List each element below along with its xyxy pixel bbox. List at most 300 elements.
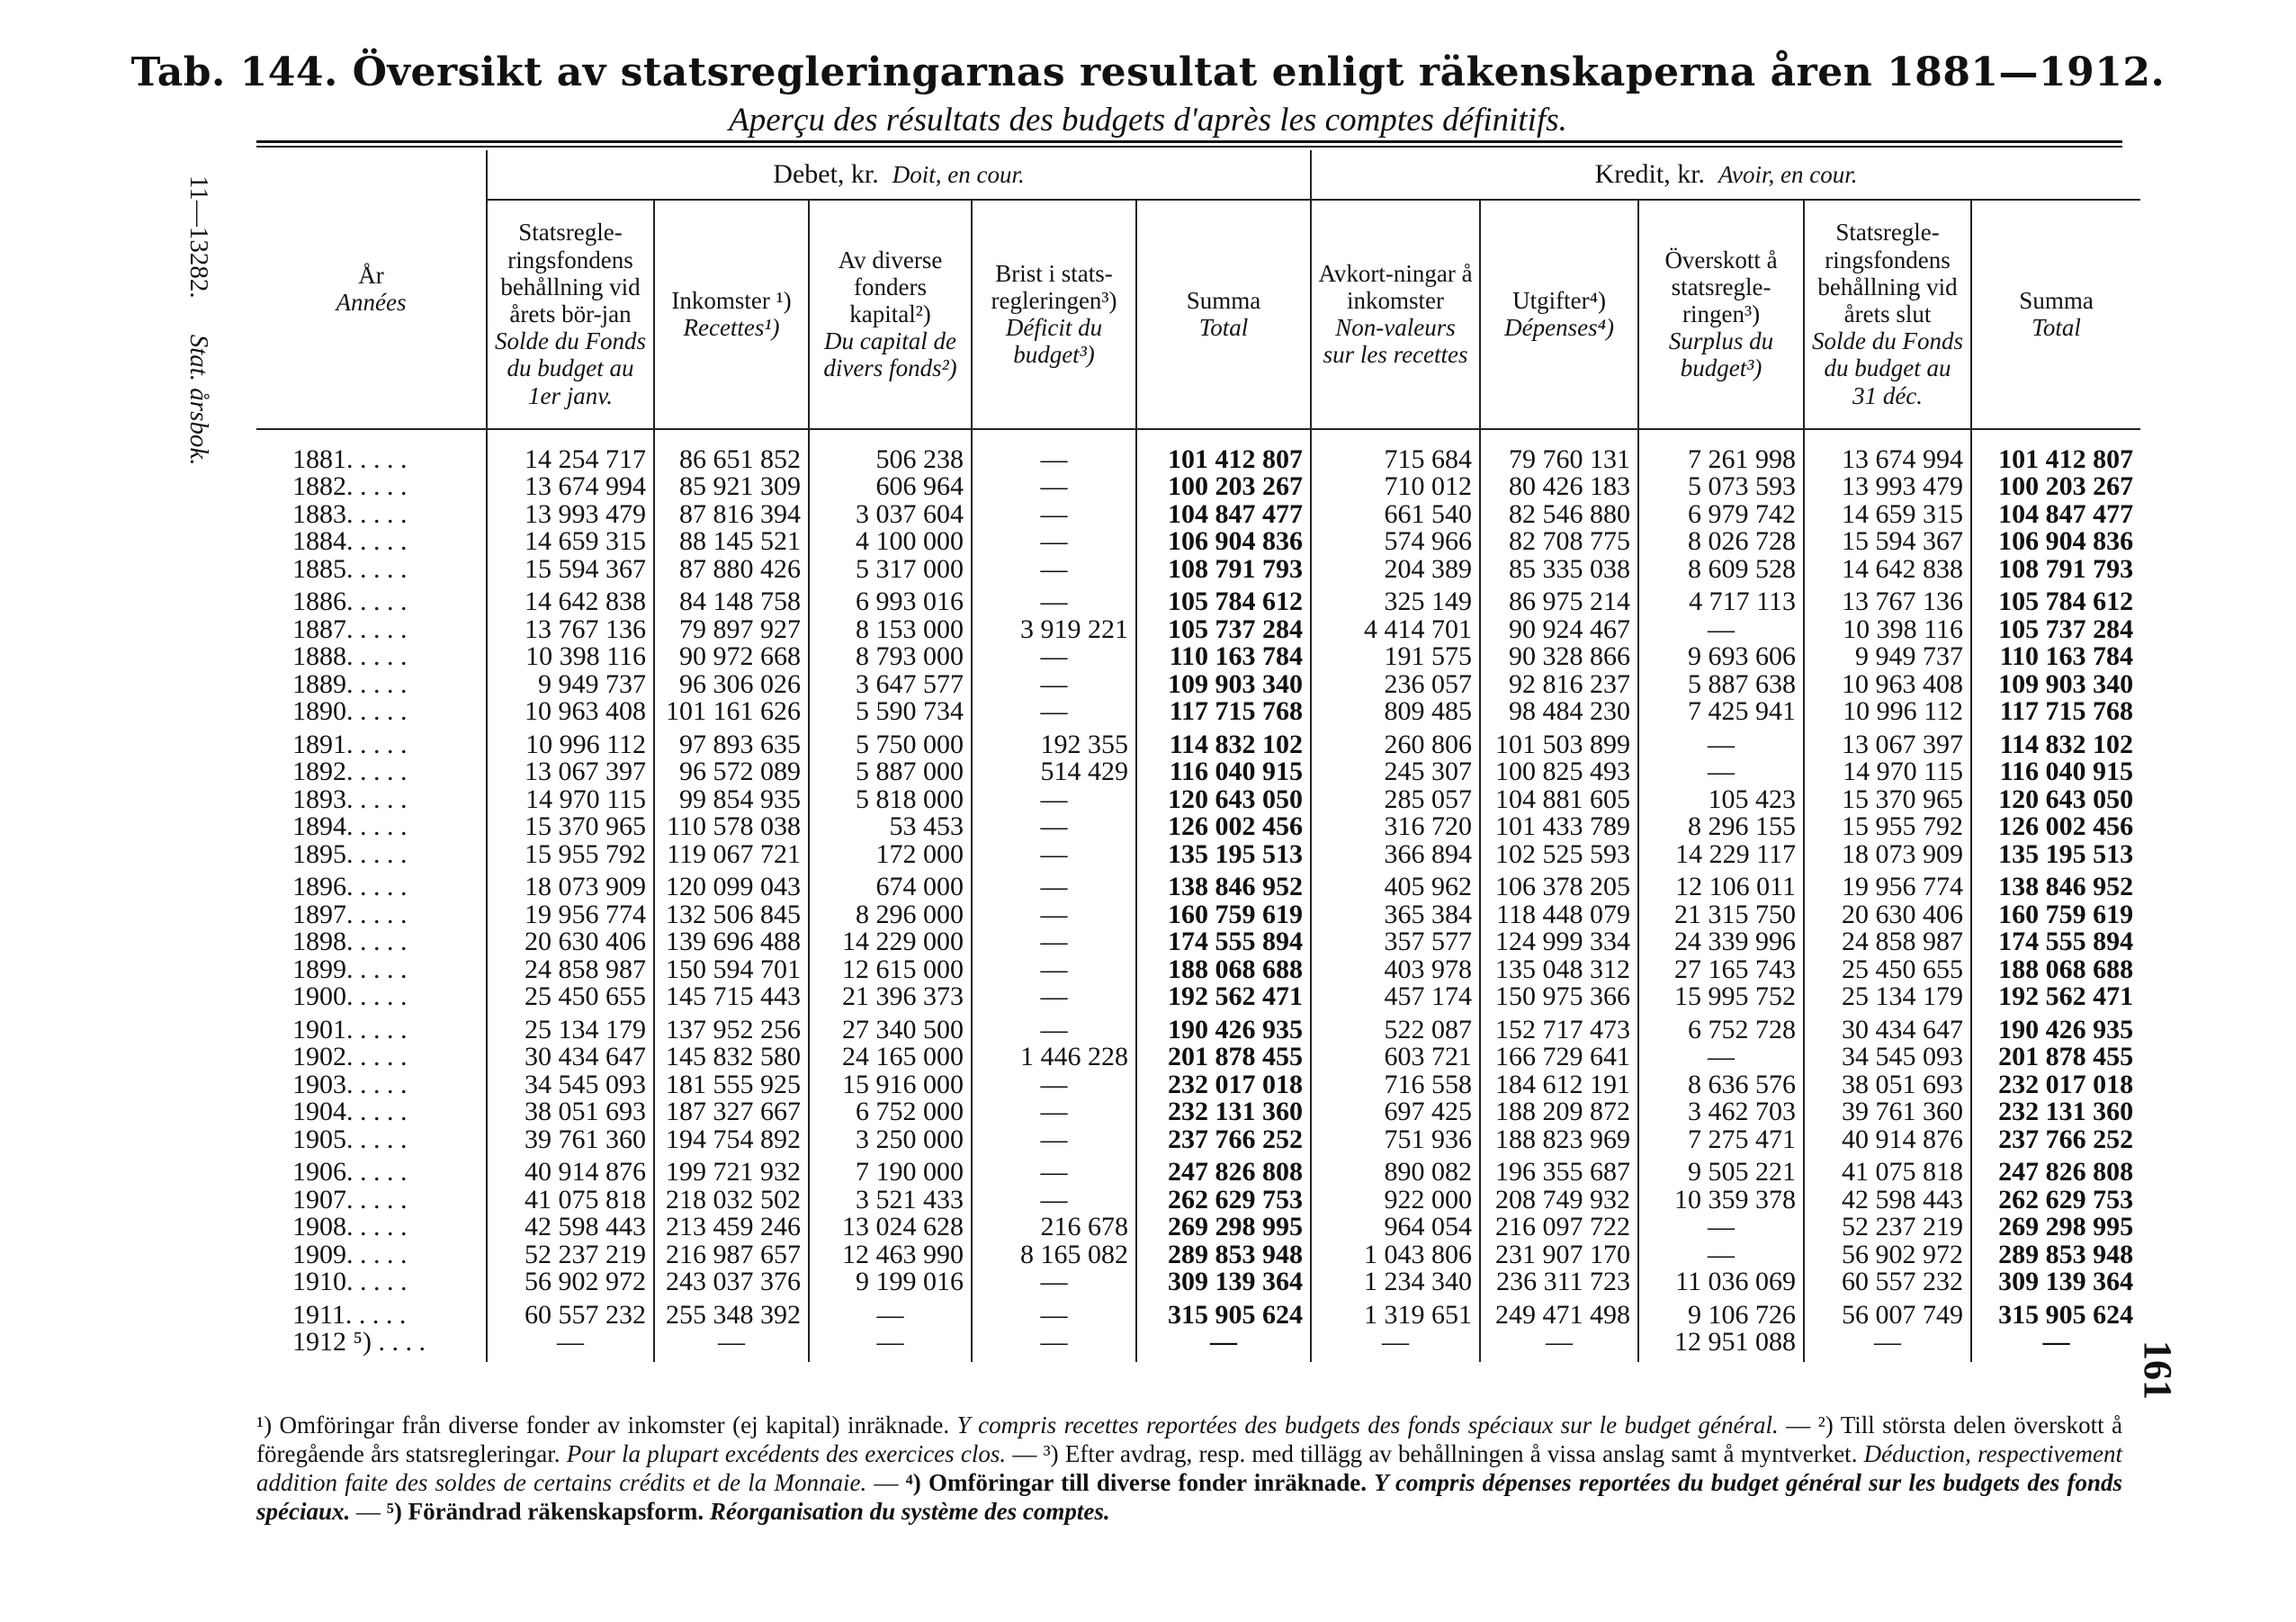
cell-deficit: 8 165 082 bbox=[972, 1241, 1136, 1269]
cell-surplus: 105 423 bbox=[1638, 786, 1804, 814]
cell-deficit: — bbox=[972, 1329, 1136, 1362]
header-debet-label-fr: Doit, en cour. bbox=[892, 161, 1025, 188]
header-debet bbox=[487, 150, 1311, 200]
cell-kredit-total: 100 203 267 bbox=[1971, 473, 2140, 501]
cell-revenues: 199 721 932 bbox=[654, 1153, 809, 1187]
header-surplus-label-fr: Surplus du budget³) bbox=[1668, 327, 1774, 382]
cell-debet-total: 116 040 915 bbox=[1136, 758, 1311, 786]
cell-nonvalues: 260 806 bbox=[1311, 726, 1480, 759]
cell-nonvalues: 236 057 bbox=[1311, 671, 1480, 699]
table-row bbox=[256, 429, 2140, 474]
cell-expenses: 150 975 366 bbox=[1480, 983, 1638, 1011]
cell-surplus: — bbox=[1638, 726, 1804, 759]
table-row bbox=[256, 1241, 2140, 1269]
cell-kredit-total: 106 904 836 bbox=[1971, 528, 2140, 556]
header-kredit-total bbox=[1971, 200, 2140, 429]
cell-revenues: 137 952 256 bbox=[654, 1011, 809, 1044]
cell-deficit: — bbox=[972, 868, 1136, 901]
table-row bbox=[256, 928, 2140, 956]
cell-fund-start: 15 594 367 bbox=[487, 556, 654, 584]
cell-surplus: — bbox=[1638, 616, 1804, 644]
cell-deficit: — bbox=[972, 556, 1136, 584]
cell-nonvalues: 715 684 bbox=[1311, 429, 1480, 474]
cell-debet-total: 120 643 050 bbox=[1136, 786, 1311, 814]
cell-deficit: — bbox=[972, 983, 1136, 1011]
table-row bbox=[256, 1214, 2140, 1241]
cell-expenses: 79 760 131 bbox=[1480, 429, 1638, 474]
header-fund-end bbox=[1804, 200, 1971, 429]
cell-kredit-total: 120 643 050 bbox=[1971, 786, 2140, 814]
cell-revenues: 243 037 376 bbox=[654, 1268, 809, 1296]
cell-fund-end: 13 067 397 bbox=[1804, 726, 1971, 759]
cell-deficit: — bbox=[972, 1296, 1136, 1330]
cell-capital: 12 615 000 bbox=[809, 956, 972, 984]
cell-capital: 506 238 bbox=[809, 429, 972, 474]
cell-expenses: 80 426 183 bbox=[1480, 473, 1638, 501]
cell-fund-start: 38 051 693 bbox=[487, 1098, 654, 1126]
cell-surplus: 5 073 593 bbox=[1638, 473, 1804, 501]
header-expenses-label: Utgifter⁴) bbox=[1512, 286, 1606, 314]
cell-fund-start: 15 955 792 bbox=[487, 841, 654, 869]
cell-surplus: 10 359 378 bbox=[1638, 1187, 1804, 1214]
cell-kredit-total: 269 298 995 bbox=[1971, 1214, 2140, 1241]
cell-surplus: 21 315 750 bbox=[1638, 901, 1804, 929]
cell-expenses: 249 471 498 bbox=[1480, 1296, 1638, 1330]
cell-expenses: 85 335 038 bbox=[1480, 556, 1638, 584]
cell-fund-start: 14 970 115 bbox=[487, 786, 654, 814]
cell-deficit: — bbox=[972, 786, 1136, 814]
cell-surplus: — bbox=[1638, 1214, 1804, 1241]
table-row bbox=[256, 841, 2140, 869]
cell-expenses: 196 355 687 bbox=[1480, 1153, 1638, 1187]
table-row bbox=[256, 758, 2140, 786]
cell-deficit: — bbox=[972, 1071, 1136, 1099]
cell-expenses: — bbox=[1480, 1329, 1638, 1362]
cell-nonvalues: 365 384 bbox=[1311, 901, 1480, 929]
cell-deficit: 216 678 bbox=[972, 1214, 1136, 1241]
cell-nonvalues: 922 000 bbox=[1311, 1187, 1480, 1214]
table-row bbox=[256, 528, 2140, 556]
cell-year: 1883. . . . . bbox=[292, 498, 408, 529]
cell-fund-start: 40 914 876 bbox=[487, 1153, 654, 1187]
cell-revenues: 86 651 852 bbox=[654, 429, 809, 474]
footnote-5: ⁵) Förändrad räkenskapsform. bbox=[386, 1498, 704, 1525]
cell-expenses: 231 907 170 bbox=[1480, 1241, 1638, 1269]
cell-debet-total: 135 195 513 bbox=[1136, 841, 1311, 869]
header-fund-start bbox=[487, 200, 654, 429]
cell-nonvalues: 697 425 bbox=[1311, 1098, 1480, 1126]
cell-debet-total: 289 853 948 bbox=[1136, 1241, 1311, 1269]
header-kredit bbox=[1311, 150, 2140, 200]
table-row bbox=[256, 616, 2140, 644]
table-row bbox=[256, 501, 2140, 529]
cell-kredit-total: 116 040 915 bbox=[1971, 758, 2140, 786]
cell-kredit-total: 192 562 471 bbox=[1971, 983, 2140, 1011]
cell-fund-start: 41 075 818 bbox=[487, 1187, 654, 1214]
header-nonvalues bbox=[1311, 200, 1480, 429]
header-surplus bbox=[1638, 200, 1804, 429]
cell-fund-start: 56 902 972 bbox=[487, 1268, 654, 1296]
cell-revenues: 187 327 667 bbox=[654, 1098, 809, 1126]
cell-fund-end: 15 370 965 bbox=[1804, 786, 1971, 814]
cell-capital: 5 590 734 bbox=[809, 698, 972, 726]
cell-kredit-total: 315 905 624 bbox=[1971, 1296, 2140, 1330]
cell-expenses: 102 525 593 bbox=[1480, 841, 1638, 869]
footnotes bbox=[256, 1411, 2122, 1526]
header-kredit-total-label-fr: Total bbox=[2031, 314, 2081, 342]
cell-expenses: 118 448 079 bbox=[1480, 901, 1638, 929]
cell-expenses: 152 717 473 bbox=[1480, 1011, 1638, 1044]
cell-nonvalues: 245 307 bbox=[1311, 758, 1480, 786]
cell-fund-start: 24 858 987 bbox=[487, 956, 654, 984]
cell-surplus: 5 887 638 bbox=[1638, 671, 1804, 699]
header-debet-total bbox=[1136, 200, 1311, 429]
side-reference bbox=[184, 175, 213, 466]
cell-expenses: 135 048 312 bbox=[1480, 956, 1638, 984]
cell-nonvalues: 357 577 bbox=[1311, 928, 1480, 956]
cell-debet-total: 110 163 784 bbox=[1136, 643, 1311, 671]
cell-year: 1904. . . . . bbox=[292, 1097, 408, 1127]
cell-fund-start: 9 949 737 bbox=[487, 671, 654, 699]
table-row bbox=[256, 726, 2140, 759]
cell-fund-end: 13 993 479 bbox=[1804, 473, 1971, 501]
cell-capital: 14 229 000 bbox=[809, 928, 972, 956]
cell-surplus: 7 275 471 bbox=[1638, 1126, 1804, 1154]
cell-year: 1901. . . . . bbox=[292, 1014, 408, 1044]
cell-capital: 7 190 000 bbox=[809, 1153, 972, 1187]
cell-kredit-total: 232 017 018 bbox=[1971, 1071, 2140, 1099]
cell-year: 1903. . . . . bbox=[292, 1069, 408, 1099]
cell-capital: 5 750 000 bbox=[809, 726, 972, 759]
cell-deficit: — bbox=[972, 1268, 1136, 1296]
cell-deficit: — bbox=[972, 1098, 1136, 1126]
cell-surplus: 8 636 576 bbox=[1638, 1071, 1804, 1099]
cell-nonvalues: 1 043 806 bbox=[1311, 1241, 1480, 1269]
cell-surplus: 6 752 728 bbox=[1638, 1011, 1804, 1044]
cell-revenues: 97 893 635 bbox=[654, 726, 809, 759]
cell-deficit: — bbox=[972, 1126, 1136, 1154]
footnote-separator: — bbox=[356, 1498, 381, 1525]
cell-debet-total: 104 847 477 bbox=[1136, 501, 1311, 529]
cell-nonvalues: 325 149 bbox=[1311, 583, 1480, 616]
cell-fund-start: 10 963 408 bbox=[487, 698, 654, 726]
cell-fund-end: 52 237 219 bbox=[1804, 1214, 1971, 1241]
cell-fund-end: 56 902 972 bbox=[1804, 1241, 1971, 1269]
cell-fund-start: 18 073 909 bbox=[487, 868, 654, 901]
cell-kredit-total: 201 878 455 bbox=[1971, 1044, 2140, 1071]
cell-surplus: 24 339 996 bbox=[1638, 928, 1804, 956]
header-kredit-label: Kredit, kr. bbox=[1594, 159, 1706, 189]
cell-kredit-total: 114 832 102 bbox=[1971, 726, 2140, 759]
cell-revenues: 218 032 502 bbox=[654, 1187, 809, 1214]
cell-revenues: 84 148 758 bbox=[654, 583, 809, 616]
cell-surplus: 12 951 088 bbox=[1638, 1329, 1804, 1362]
cell-surplus: 7 261 998 bbox=[1638, 429, 1804, 474]
table-row bbox=[256, 1187, 2140, 1214]
cell-year: 1912 ⁵) . . . . bbox=[292, 1327, 426, 1358]
cell-revenues: 79 897 927 bbox=[654, 616, 809, 644]
header-capital-label-fr: Du capital de divers fonds²) bbox=[823, 327, 957, 382]
cell-debet-total: 105 784 612 bbox=[1136, 583, 1311, 616]
cell-year: 1891. . . . . bbox=[292, 729, 408, 759]
cell-year: 1909. . . . . bbox=[292, 1239, 408, 1269]
cell-revenues: 194 754 892 bbox=[654, 1126, 809, 1154]
footnote-4-fr: Y compris dépenses reportées du budget général sur les budgets des fonds spéciaux. bbox=[256, 1469, 2123, 1525]
cell-fund-end: — bbox=[1804, 1329, 1971, 1362]
header-group-row bbox=[256, 150, 2140, 200]
cell-debet-total: 201 878 455 bbox=[1136, 1044, 1311, 1071]
cell-deficit: — bbox=[972, 429, 1136, 474]
cell-fund-end: 14 659 315 bbox=[1804, 501, 1971, 529]
cell-capital: 674 000 bbox=[809, 868, 972, 901]
top-rule-thin bbox=[256, 146, 2122, 148]
cell-capital: 172 000 bbox=[809, 841, 972, 869]
cell-fund-start: 30 434 647 bbox=[487, 1044, 654, 1071]
cell-nonvalues: 716 558 bbox=[1311, 1071, 1480, 1099]
table-row bbox=[256, 956, 2140, 984]
cell-capital: 8 793 000 bbox=[809, 643, 972, 671]
table-row bbox=[256, 786, 2140, 814]
cell-kredit-total: 247 826 808 bbox=[1971, 1153, 2140, 1187]
cell-fund-start: 14 659 315 bbox=[487, 528, 654, 556]
cell-fund-start: 25 450 655 bbox=[487, 983, 654, 1011]
cell-expenses: 104 881 605 bbox=[1480, 786, 1638, 814]
cell-fund-end: 14 642 838 bbox=[1804, 556, 1971, 584]
table-row bbox=[256, 1153, 2140, 1187]
footnote-1-fr: Y compris recettes reportées des budgets des fonds spéciaux sur le budget général. bbox=[956, 1411, 1779, 1438]
table-row bbox=[256, 1098, 2140, 1126]
side-reference-number: 11—13282. bbox=[184, 175, 213, 299]
cell-surplus: 4 717 113 bbox=[1638, 583, 1804, 616]
header-kredit-total-label: Summa bbox=[2019, 286, 2094, 314]
header-expenses-label-fr: Dépenses⁴) bbox=[1504, 314, 1614, 342]
cell-capital: — bbox=[809, 1296, 972, 1330]
cell-fund-end: 24 858 987 bbox=[1804, 928, 1971, 956]
cell-nonvalues: 710 012 bbox=[1311, 473, 1480, 501]
cell-revenues: 132 506 845 bbox=[654, 901, 809, 929]
cell-expenses: 82 546 880 bbox=[1480, 501, 1638, 529]
cell-expenses: 184 612 191 bbox=[1480, 1071, 1638, 1099]
cell-fund-end: 38 051 693 bbox=[1804, 1071, 1971, 1099]
page-number: 161 bbox=[2136, 1340, 2180, 1400]
cell-fund-end: 14 970 115 bbox=[1804, 758, 1971, 786]
cell-year: 1900. . . . . bbox=[292, 981, 408, 1012]
cell-fund-end: 30 434 647 bbox=[1804, 1011, 1971, 1044]
cell-fund-end: 10 398 116 bbox=[1804, 616, 1971, 644]
table-row bbox=[256, 556, 2140, 584]
cell-revenues: 213 459 246 bbox=[654, 1214, 809, 1241]
cell-surplus: — bbox=[1638, 1241, 1804, 1269]
cell-year: 1896. . . . . bbox=[292, 872, 408, 902]
cell-kredit-total: 309 139 364 bbox=[1971, 1268, 2140, 1296]
cell-expenses: 216 097 722 bbox=[1480, 1214, 1638, 1241]
cell-debet-total: 315 905 624 bbox=[1136, 1296, 1311, 1330]
cell-deficit: 3 919 221 bbox=[972, 616, 1136, 644]
cell-debet-total: 190 426 935 bbox=[1136, 1011, 1311, 1044]
cell-surplus: 11 036 069 bbox=[1638, 1268, 1804, 1296]
cell-debet-total: 237 766 252 bbox=[1136, 1126, 1311, 1154]
cell-year: 1885. . . . . bbox=[292, 553, 408, 584]
cell-deficit: — bbox=[972, 928, 1136, 956]
header-deficit-label-fr: Déficit du budget³) bbox=[1005, 314, 1103, 369]
cell-capital: 4 100 000 bbox=[809, 528, 972, 556]
cell-fund-start: 14 642 838 bbox=[487, 583, 654, 616]
cell-nonvalues: 457 174 bbox=[1311, 983, 1480, 1011]
cell-fund-end: 25 134 179 bbox=[1804, 983, 1971, 1011]
table-row bbox=[256, 643, 2140, 671]
cell-capital: 5 818 000 bbox=[809, 786, 972, 814]
cell-revenues: 85 921 309 bbox=[654, 473, 809, 501]
cell-expenses: 100 825 493 bbox=[1480, 758, 1638, 786]
cell-year: 1894. . . . . bbox=[292, 811, 408, 842]
cell-revenues: 145 832 580 bbox=[654, 1044, 809, 1071]
cell-fund-end: 20 630 406 bbox=[1804, 901, 1971, 929]
cell-kredit-total: 160 759 619 bbox=[1971, 901, 2140, 929]
cell-debet-total: 309 139 364 bbox=[1136, 1268, 1311, 1296]
cell-capital: 8 153 000 bbox=[809, 616, 972, 644]
cell-expenses: 98 484 230 bbox=[1480, 698, 1638, 726]
footnote-3-fr: Déduction, respectivement addition faite des soldes de certains crédits et de la Monnaie. bbox=[256, 1440, 2123, 1496]
cell-year: 1911. . . . . bbox=[292, 1299, 407, 1330]
cell-surplus: 8 609 528 bbox=[1638, 556, 1804, 584]
cell-debet-total: — bbox=[1136, 1329, 1311, 1362]
table-row bbox=[256, 1268, 2140, 1296]
cell-year: 1886. . . . . bbox=[292, 587, 408, 617]
cell-fund-start: 42 598 443 bbox=[487, 1214, 654, 1241]
cell-year: 1897. . . . . bbox=[292, 899, 408, 929]
cell-year: 1890. . . . . bbox=[292, 696, 408, 727]
table-row bbox=[256, 698, 2140, 726]
cell-expenses: 90 328 866 bbox=[1480, 643, 1638, 671]
cell-capital: 13 024 628 bbox=[809, 1214, 972, 1241]
cell-nonvalues: 405 962 bbox=[1311, 868, 1480, 901]
cell-kredit-total: 232 131 360 bbox=[1971, 1098, 2140, 1126]
header-fund-end-label-fr: Solde du Fonds du budget au 31 déc. bbox=[1812, 327, 1964, 409]
cell-debet-total: 109 903 340 bbox=[1136, 671, 1311, 699]
header-nonvalues-label: Avkort-ningar å inkomster bbox=[1318, 259, 1473, 314]
cell-kredit-total: 105 737 284 bbox=[1971, 616, 2140, 644]
cell-debet-total: 174 555 894 bbox=[1136, 928, 1311, 956]
cell-fund-end: 9 949 737 bbox=[1804, 643, 1971, 671]
cell-fund-start: 13 767 136 bbox=[487, 616, 654, 644]
header-debet-total-label-fr: Total bbox=[1198, 314, 1249, 342]
cell-capital: 6 752 000 bbox=[809, 1098, 972, 1126]
cell-expenses: 101 433 789 bbox=[1480, 813, 1638, 841]
cell-capital: 15 916 000 bbox=[809, 1071, 972, 1099]
cell-nonvalues: 1 234 340 bbox=[1311, 1268, 1480, 1296]
cell-fund-end: 10 963 408 bbox=[1804, 671, 1971, 699]
cell-capital: — bbox=[809, 1329, 972, 1362]
cell-deficit: — bbox=[972, 473, 1136, 501]
table-row bbox=[256, 983, 2140, 1011]
cell-capital: 3 037 604 bbox=[809, 501, 972, 529]
cell-revenues: 216 987 657 bbox=[654, 1241, 809, 1269]
table-row bbox=[256, 1296, 2140, 1330]
cell-debet-total: 232 131 360 bbox=[1136, 1098, 1311, 1126]
cell-fund-end: 42 598 443 bbox=[1804, 1187, 1971, 1214]
cell-year: 1908. . . . . bbox=[292, 1212, 408, 1242]
cell-surplus: 9 693 606 bbox=[1638, 643, 1804, 671]
cell-kredit-total: 135 195 513 bbox=[1971, 841, 2140, 869]
cell-fund-start: 20 630 406 bbox=[487, 928, 654, 956]
cell-year: 1895. . . . . bbox=[292, 838, 408, 869]
cell-year: 1881. . . . . bbox=[292, 444, 408, 474]
cell-debet-total: 262 629 753 bbox=[1136, 1187, 1311, 1214]
cell-expenses: 86 975 214 bbox=[1480, 583, 1638, 616]
cell-nonvalues: 603 721 bbox=[1311, 1044, 1480, 1071]
cell-fund-start: 13 067 397 bbox=[487, 758, 654, 786]
cell-capital: 5 317 000 bbox=[809, 556, 972, 584]
cell-kredit-total: 174 555 894 bbox=[1971, 928, 2140, 956]
cell-nonvalues: 964 054 bbox=[1311, 1214, 1480, 1241]
header-debet-total-label: Summa bbox=[1186, 286, 1261, 314]
table-row bbox=[256, 1329, 2140, 1362]
cell-kredit-total: 188 068 688 bbox=[1971, 956, 2140, 984]
footnote-2-fr: Pour la plupart excédents des exercices clos. bbox=[566, 1440, 1007, 1467]
cell-kredit-total: 289 853 948 bbox=[1971, 1241, 2140, 1269]
cell-kredit-total: 104 847 477 bbox=[1971, 501, 2140, 529]
cell-nonvalues: 661 540 bbox=[1311, 501, 1480, 529]
cell-kredit-total: 262 629 753 bbox=[1971, 1187, 2140, 1214]
table-row bbox=[256, 901, 2140, 929]
header-deficit bbox=[972, 200, 1136, 429]
cell-revenues: 119 067 721 bbox=[654, 841, 809, 869]
cell-surplus: 12 106 011 bbox=[1638, 868, 1804, 901]
cell-revenues: 181 555 925 bbox=[654, 1071, 809, 1099]
cell-deficit: — bbox=[972, 1153, 1136, 1187]
header-fund-end-label: Statsregle-ringsfondens behållning vid årets slut bbox=[1817, 219, 1958, 327]
cell-surplus: 8 296 155 bbox=[1638, 813, 1804, 841]
cell-nonvalues: 285 057 bbox=[1311, 786, 1480, 814]
cell-revenues: 150 594 701 bbox=[654, 956, 809, 984]
cell-kredit-total: 126 002 456 bbox=[1971, 813, 2140, 841]
cell-fund-start: 52 237 219 bbox=[487, 1241, 654, 1269]
cell-expenses: 82 708 775 bbox=[1480, 528, 1638, 556]
cell-debet-total: 138 846 952 bbox=[1136, 868, 1311, 901]
table-row bbox=[256, 671, 2140, 699]
header-expenses bbox=[1480, 200, 1638, 429]
table-row bbox=[256, 473, 2140, 501]
cell-kredit-total: 109 903 340 bbox=[1971, 671, 2140, 699]
cell-expenses: 188 823 969 bbox=[1480, 1126, 1638, 1154]
cell-fund-end: 60 557 232 bbox=[1804, 1268, 1971, 1296]
header-revenues-label: Inkomster ¹) bbox=[671, 286, 792, 314]
cell-fund-start: 39 761 360 bbox=[487, 1126, 654, 1154]
cell-expenses: 166 729 641 bbox=[1480, 1044, 1638, 1071]
cell-deficit: — bbox=[972, 901, 1136, 929]
cell-fund-start: 13 993 479 bbox=[487, 501, 654, 529]
cell-expenses: 106 378 205 bbox=[1480, 868, 1638, 901]
header-year-label: År bbox=[358, 262, 384, 290]
header-column-row bbox=[256, 200, 2140, 429]
cell-revenues: — bbox=[654, 1329, 809, 1362]
cell-expenses: 208 749 932 bbox=[1480, 1187, 1638, 1214]
cell-surplus: 8 026 728 bbox=[1638, 528, 1804, 556]
cell-capital: 6 993 016 bbox=[809, 583, 972, 616]
cell-deficit: — bbox=[972, 813, 1136, 841]
cell-capital: 3 250 000 bbox=[809, 1126, 972, 1154]
cell-kredit-total: 190 426 935 bbox=[1971, 1011, 2140, 1044]
cell-surplus: — bbox=[1638, 1044, 1804, 1071]
cell-fund-end: 41 075 818 bbox=[1804, 1153, 1971, 1187]
cell-revenues: 96 572 089 bbox=[654, 758, 809, 786]
cell-kredit-total: 138 846 952 bbox=[1971, 868, 2140, 901]
footnote-3: ³) Efter avdrag, resp. med tillägg av behållningen å vissa anslag samt å myntverket. bbox=[1043, 1440, 1858, 1467]
cell-year: 1892. . . . . bbox=[292, 757, 408, 787]
cell-debet-total: 247 826 808 bbox=[1136, 1153, 1311, 1187]
cell-surplus: — bbox=[1638, 758, 1804, 786]
cell-deficit: — bbox=[972, 956, 1136, 984]
